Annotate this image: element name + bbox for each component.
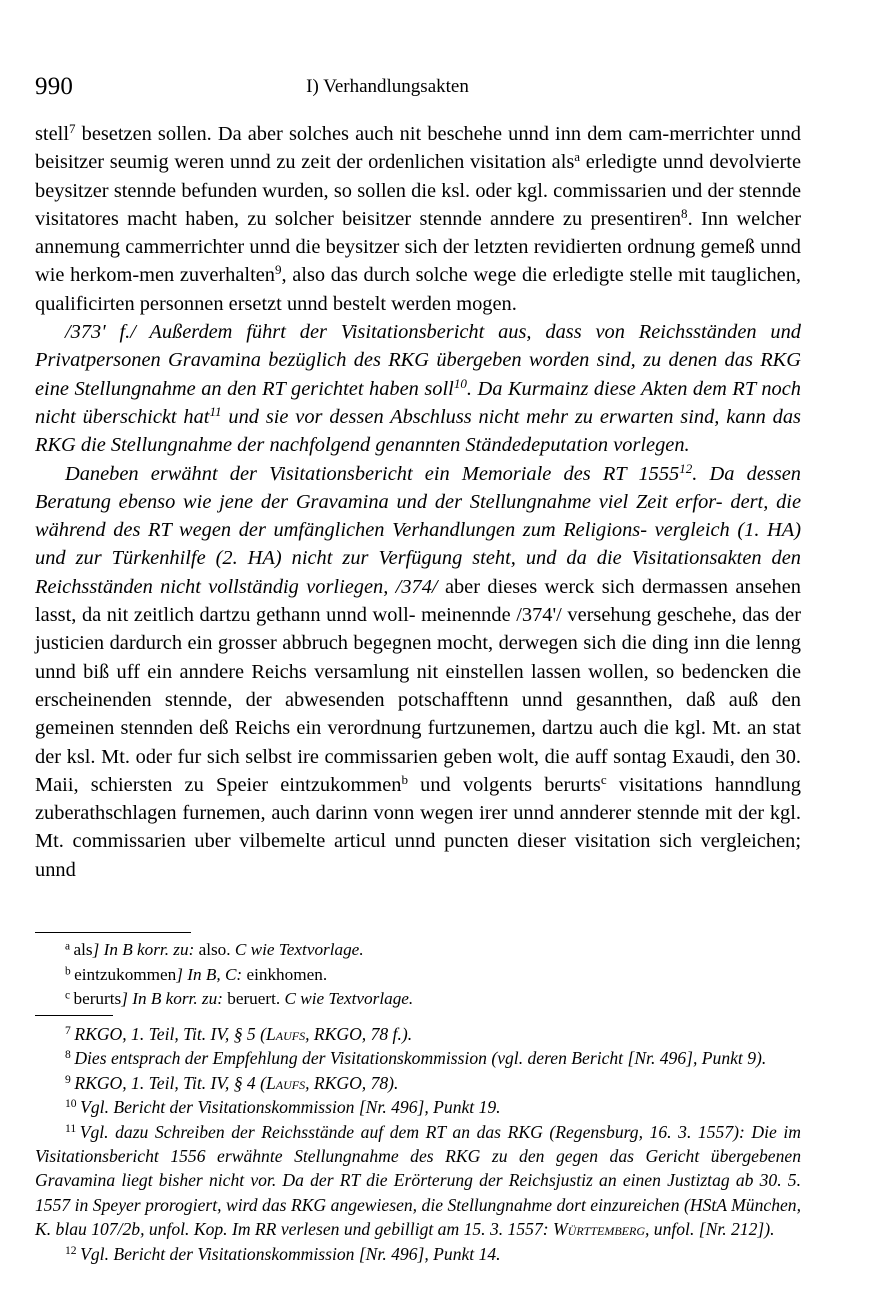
paragraph-ausserdem: /373' f./ Außerdem führt der Visitationsbericht aus, dass von Reichsständen und Privatpersonen Gravamina bezüglich des RKG übergeben worden sind, zu denen das RKG eine Stellungnahme an den RT gerichtet haben soll$^{10}$. Da Kurmainz diese Akten dem RT noch nicht überschickt hat$^{11}$ und sie vor dessen Abschluss nicht mehr zu erwarten sind, kann das RKG die Stellungnahme der nachfolgend genannten Ständedeputation vorlegen.: [35, 321, 801, 457]
note-ref-10: 10: [453, 375, 467, 391]
running-head: [35, 72, 800, 102]
footnote-entry: $^8$ Dies entsprach der Empfehlung der Visitationskommission (vgl. deren Bericht [Nr. 496], Punkt 9).: [65, 1048, 767, 1069]
running-title: I) Verhandlungsakten: [306, 76, 469, 97]
footnote-entry: $^{12}$ Vgl. Bericht der Visitationskommission [Nr. 496], Punkt 14.: [65, 1243, 501, 1264]
footnote-entry: $^9$ RKGO, 1. Teil, Tit. IV, § 4 (Laufs, RKGO, 78).: [65, 1072, 399, 1093]
footnote-separator-rule: [35, 1015, 113, 1016]
note-ref-a: a: [574, 149, 581, 165]
footnote-marker: 12: [65, 1243, 77, 1257]
body-text: [35, 120, 801, 884]
footnote-marker: 9: [65, 1073, 71, 1087]
paragraph-stell: stell$^7$ besetzen sollen. Da aber solches auch nit beschehe unnd inn dem cam-​merrichter unnd beisitzer seumig weren unnd zu zeit der ordenlichen visitation als$^a$ erledigte unnd devolvierte beysitzer stennde befunden wurden, so sollen die ksl. oder kgl. commissarien und der stennde visitatores macht haben, zu solcher beisitzer stennde anndere zu presentiren$^8$. Inn welcher annemung cammerrichter unnd die beysitzer sich der letzten revidierten ordnung gemeß unnd wie herkom-​men zuverhalten$^9$, also das durch solche wege die erledigte stelle mit tauglichen, qualificirten personnen ersetzt unnd bestelt werden mogen.: [35, 121, 801, 315]
footnote-entry: $^{10}$ Vgl. Bericht der Visitationskommission [Nr. 496], Punkt 19.: [65, 1097, 501, 1118]
apparatus-entry: $^b$ eintzukommen] In B, C: einkhomen.: [65, 964, 328, 984]
footnote-marker: 8: [65, 1048, 71, 1062]
footnote-entry: $^7$ RKGO, 1. Teil, Tit. IV, § 5 (Laufs, RKGO, 78 f.).: [65, 1024, 413, 1044]
footnote-marker: 11: [65, 1121, 77, 1135]
apparatus-marker: a: [65, 940, 71, 953]
footnote-marker: 10: [65, 1097, 77, 1111]
footnote-entry: $^{11}$ Vgl. dazu Schreiben der Reichsstände auf dem RT an das RKG (Regensburg, 16. 3. 1557): Die im Visitationsbericht 1556 erwähnte Stellungnahme des RKG zu den gegen das Gericht übergebenen Gravamina liegt bisher nicht vor. Da der RT die Erörterung der Reichsjustiz an einen Justiztag ab 30. 5. 1557 in Speyer prorogiert, wird das RKG angewiesen, die Stellungnahme dort einzureichen (HStA München, K. blau 107/2b, unfol. Kop. Im RR verlesen und gebilligt am 15. 3. 1557: Württemberg, unfol. [Nr. 212]).: [35, 1121, 801, 1240]
note-ref-b: b: [401, 772, 408, 788]
apparatus-entry: $^a$ als] In B korr. zu: also. C wie Textvorlage.: [65, 940, 364, 959]
note-ref-12: 12: [679, 460, 693, 476]
textual-apparatus: [35, 938, 801, 1012]
note-ref-9: 9: [275, 262, 282, 278]
note-ref-11: 11: [209, 404, 222, 420]
apparatus-marker: b: [65, 964, 71, 977]
footnotes: [35, 1022, 801, 1266]
apparatus-separator-rule: [35, 932, 191, 933]
apparatus-entry: $^c$ berurts] In B korr. zu: beruert. C wie Textvorlage.: [65, 989, 414, 1009]
footnote-marker: 7: [65, 1024, 71, 1038]
note-ref-7: 7: [68, 121, 76, 137]
note-ref-c: c: [600, 772, 607, 788]
page-number: 990: [35, 73, 74, 100]
apparatus-marker: c: [65, 989, 71, 1002]
paragraph-daneben: Daneben erwähnt der Visitationsbericht ein Memoriale des RT 1555$^{12}$. Da dessen Beratung ebenso wie jene der Gravamina und der Stellungnahme viel Zeit erfor- dert, die während des RT wegen der umfänglichen Verhandlungen zum Religions- vergleich (1. HA) und zur Türkenhilfe (2. HA) nicht zur Verfügung steht, und da die Visitationsakten den Reichsständen nicht vollständig vorliegen, /374/ aber dieses werck sich dermassen ansehen lasst, da nit zeitlich dartzu gethann unnd woll- meinennde /374'/ versehung geschehe, das der justicien dardurch ein grosser abbruch begegnen mocht, derwegen sich die ding inn die lenng unnd biß uff ein anndere Reichs versamlung nit einstellen lassen wollen, so bedencken die erscheinenden stennde, der abwesenden potschafftenn unnd gesannthen, daß auß den gemeinen stennden deß Reichs ein verordnung furtzunemen, dartzu auch die kgl. Mt. an stat der ksl. Mt. oder fur sich selbst ire commissarien geben wolt, die auff sontag Exaudi, den 30. Maii, schiersten zu Speier eintzukommen$^b$ und volgents berurts$^c$ visitations hanndlung zuberathschlagen furnemen, auch darinn vonn wegen irer unnd annderer stennde mit der kgl. Mt. commissarien uber vilbemelte articul unnd puncten dieser visitation sich vergleichen; unnd: [35, 460, 802, 881]
note-ref-8: 8: [681, 206, 688, 222]
regest-italic-run: Daneben erwähnt der Visitationsbericht ein Memoriale des RT 1555$^{12}$. Da dessen Beratung ebenso wie jene der Gravamina und der Stellungnahme viel Zeit erfor- dert, die während des RT wegen der umfänglichen Verhandlungen zum Religions- vergleich (1. HA) und zur Türkenhilfe (2. HA) nicht zur Verfügung steht, und da die Visitationsakten den Reichsständen nicht vollständig vorliegen, /374/: [35, 460, 802, 598]
